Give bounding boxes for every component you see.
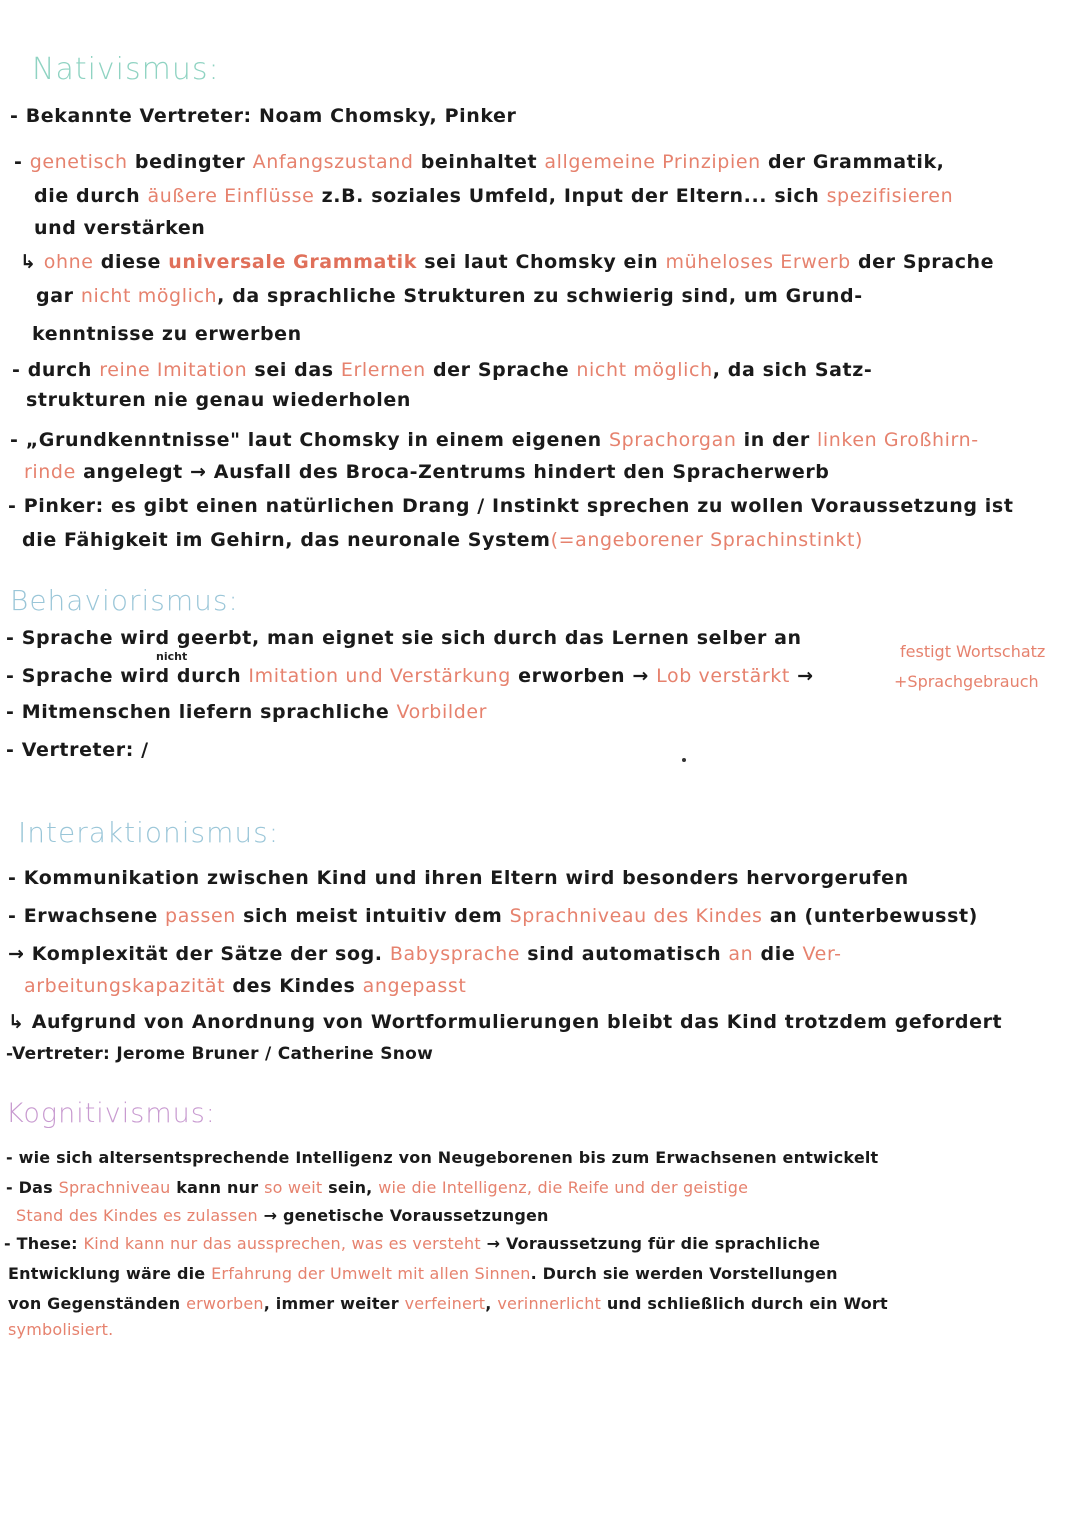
kogn-line-2: - Das Sprachniveau kann nur so weit sein, wie die Intelligenz, die Reife und der geistige (6, 1178, 749, 1197)
behav-line-1: - Sprache wird geerbt, man eignet sie sich durch das Lernen selber an (6, 627, 802, 649)
inter-line-1: - Kommunikation zwischen Kind und ihren Eltern wird besonders hervorgerufen (8, 867, 909, 889)
behav-side-note-2: +Sprachgebrauch (894, 672, 1039, 691)
inter-line-2: - Erwachsene passen sich meist intuitiv dem Sprachniveau des Kindes an (unterbewusst) (8, 905, 978, 927)
heading-kognitivismus: Kognitivismus: (6, 1098, 216, 1129)
kogn-line-4: - These: Kind kann nur das aussprechen, was es versteht → Voraussetzung für die sprachliche (4, 1234, 821, 1253)
behav-line-2: - Sprache wird durch Imitation und Verstärkung erworben → Lob verstärkt → (6, 665, 814, 687)
heading-interaktionismus: Interaktionismus: (18, 816, 280, 849)
inter-line-6: -Vertreter: Jerome Bruner / Catherine Snow (6, 1044, 434, 1064)
nativ-line-6: gar nicht möglich, da sprachliche Strukturen zu schwierig sind, um Grund- (36, 285, 863, 307)
nativ-line-5: ↳ ohne diese universale Grammatik sei laut Chomsky ein müheloses Erwerb der Sprache (20, 251, 995, 273)
nativ-line-8: - durch reine Imitation sei das Erlernen der Sprache nicht möglich, da sich Satz- (12, 359, 873, 381)
nativ-line-10: - „Grundkenntnisse" laut Chomsky in einem eigenen Sprachorgan in der linken Großhirn- (10, 429, 979, 451)
nativ-line-1: - Bekannte Vertreter: Noam Chomsky, Pinker (10, 105, 517, 127)
heading-behaviorismus: Behaviorismus: (10, 584, 239, 617)
nativ-line-9: strukturen nie genau wiederholen (26, 389, 411, 411)
kogn-line-6: von Gegenständen erworben, immer weiter verfeinert, verinnerlicht und schließlich durch ein Wort (8, 1294, 888, 1313)
inter-line-4: arbeitungskapazität des Kindes angepasst (24, 975, 467, 997)
nativ-line-12: - Pinker: es gibt einen natürlichen Drang / Instinkt sprechen zu wollen Voraussetzung ist (8, 495, 1014, 517)
kogn-line-1: - wie sich altersentsprechende Intelligenz von Neugeborenen bis zum Erwachsenen entwickelt (6, 1148, 879, 1167)
heading-nativismus: Nativismus: (32, 52, 220, 87)
inter-line-3: → Komplexität der Sätze der sog. Babysprache sind automatisch an die Ver- (8, 943, 842, 965)
nativ-line-3: die durch äußere Einflüsse z.B. soziales Umfeld, Input der Eltern... sich spezifisieren (34, 185, 954, 207)
nativ-line-7: kenntnisse zu erwerben (32, 323, 302, 345)
kogn-line-7: symbolisiert. (8, 1320, 114, 1339)
behav-line-3: - Mitmenschen liefern sprachliche Vorbilder (6, 701, 488, 723)
nativ-line-13: die Fähigkeit im Gehirn, das neuronale System(=angeborener Sprachinstinkt) (22, 529, 864, 551)
nativ-line-2: - genetisch bedingter Anfangszustand beinhaltet allgemeine Prinzipien der Grammatik, (14, 151, 945, 173)
inter-line-5: ↳ Aufgrund von Anordnung von Wortformulierungen bleibt das Kind trotzdem gefordert (8, 1011, 1003, 1033)
behav-nicht-insert: nicht (156, 650, 188, 663)
nativ-line-11: rinde angelegt → Ausfall des Broca-Zentrums hindert den Spracherwerb (24, 461, 830, 483)
nativ-line-4: und verstärken (34, 217, 206, 239)
behav-side-note-1: festigt Wortschatz (900, 642, 1046, 661)
behav-line-4: - Vertreter: / (6, 739, 149, 761)
kogn-line-3: Stand des Kindes es zulassen → genetische Voraussetzungen (16, 1206, 549, 1225)
kogn-line-5: Entwicklung wäre die Erfahrung der Umwelt mit allen Sinnen. Durch sie werden Vorstellungen (8, 1264, 838, 1283)
stray-dot (682, 758, 686, 762)
